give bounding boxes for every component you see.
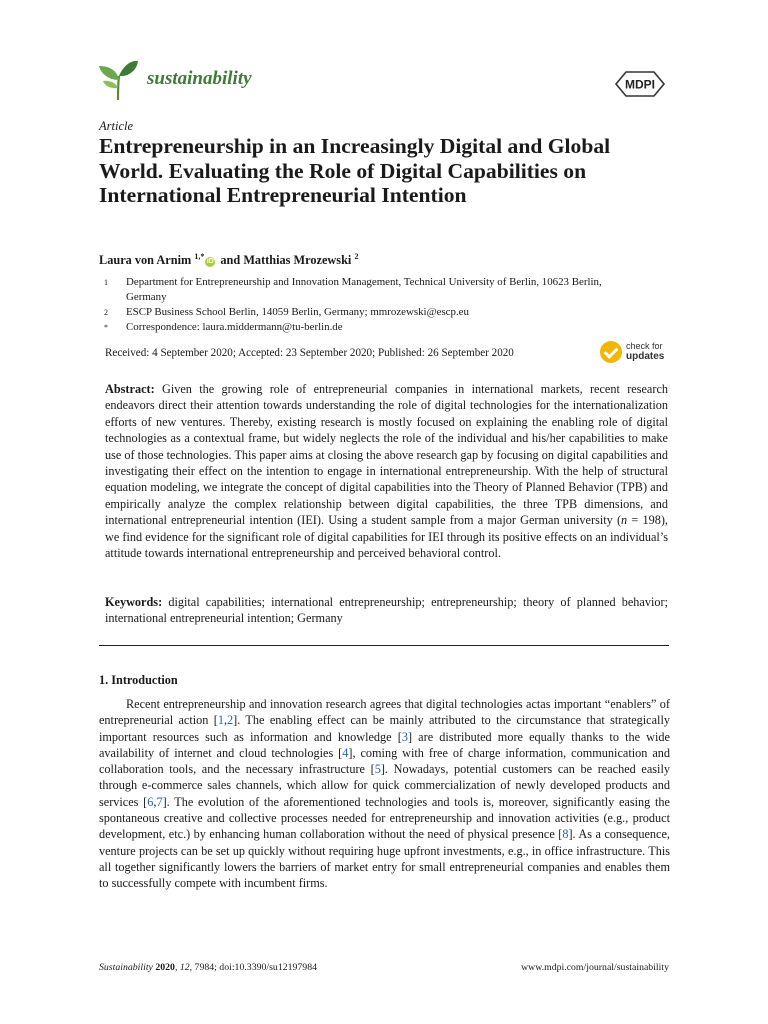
intro-text: ]. As a consequence, venture projects can be set up quickly without requiring huge upfront investments, e.g., in office infrastructure. This all together significantly lowers the barriers of market entry for small entrepreneurial companies and enables them to successfully compete with incumbent firms.: [99, 827, 670, 891]
citation-link[interactable]: 5: [374, 762, 381, 777]
author-name: Laura von Arnim: [99, 253, 192, 268]
citation-link[interactable]: 2: [227, 713, 234, 728]
affiliation-text: Department for Entrepreneurship and Innovation Management, Technical University of Berlin, 10623 Berlin, Germany: [126, 276, 602, 303]
citation-link[interactable]: 1: [217, 713, 224, 728]
affiliation: [104, 320, 624, 339]
citation-link[interactable]: 8: [562, 827, 569, 842]
abstract-label: Abstract:: [105, 382, 155, 396]
author-superscript: 2: [354, 252, 359, 261]
abstract-n: n: [621, 513, 628, 528]
intro-text: ] are distributed more equally thanks to the wide availability of internet and cloud technologies [: [99, 729, 670, 760]
publisher-logo-text: MDPI: [625, 77, 655, 92]
intro-text: ]. Nowadays, potential customers can be reached easily through e-commerce sales channels, which allow for quick commercialization of newly developed products and services [: [99, 762, 670, 809]
author-joiner: and: [220, 253, 241, 268]
keywords: [105, 594, 668, 627]
footer-journal: Sustainability: [99, 962, 153, 973]
intro-text: ], coming with free of charge information, communication and collaboration tools, and the necessary infrastructure [: [99, 745, 671, 777]
checkmark-icon: [600, 341, 622, 363]
article-type: Article: [99, 119, 134, 133]
affiliation-mark: 1: [104, 278, 108, 287]
leaf-sprout-icon: [97, 58, 139, 102]
check-for-updates-button[interactable]: [600, 340, 672, 366]
citation-link[interactable]: 3: [401, 729, 408, 744]
citation-link[interactable]: 6: [147, 794, 154, 809]
affiliation-mark: *: [104, 323, 108, 332]
keywords-label: Keywords:: [105, 595, 163, 609]
author-name: Matthias Mrozewski: [243, 253, 352, 268]
publication-dates: Received: 4 September 2020; Accepted: 23 September 2020; Published: 26 September 2020: [105, 347, 514, 359]
intro-text: ,: [153, 794, 157, 809]
introduction-paragraph: [99, 696, 670, 892]
citation-link[interactable]: 7: [156, 794, 163, 809]
check-updates-line1: check for: [626, 341, 663, 351]
footer-citation: Sustainability 2020, 12, 7984; doi:10.3390/su12197984: [99, 962, 318, 973]
intro-text: ,: [223, 713, 228, 728]
section-divider: [99, 645, 669, 646]
abstract-text-end: = 198), we find evidence for the significant role of digital capabilities for IEI through its positive effects on an individual’s attitude towards international entrepreneurship and perceived behavioral control.: [105, 513, 668, 561]
footer-year: 2020: [155, 962, 175, 973]
affiliation-text: ESCP Business School Berlin, 14059 Berlin, Germany; mmrozewski@escp.eu: [126, 306, 469, 318]
footer-doi: , 7984; doi:10.3390/su12197984: [189, 962, 318, 973]
footer-volume: 12: [179, 962, 190, 973]
intro-text: ]. The evolution of the aforementioned technologies and tools is, moreover, significantly easing the spontaneous creative and collective processes needed for entrepreneurship and innovation activities (e.g., product development, etc.) by enhancing human collaboration without the need of physical presence [: [99, 794, 670, 842]
affiliation-mark: 2: [104, 308, 108, 317]
affiliation: [104, 275, 624, 305]
abstract-text: Given the growing role of entrepreneurial companies in international markets, recent research endeavors direct their attention towards understanding the role of digital technologies for the internationalization efforts of new ventures. Thereby, existing research is mostly focused on explaining the enabling role of digital technologies as a contextual frame, but widely neglects the role of the individual and his/her capabilities to make use of those technologies. This paper aims at closing the above research gap by focusing on digital capabilities and investigating their effect on the intention to engage in international entrepreneurship. With the help of structural equation modeling, we integrate the concept of digital capabilities into the Theory of Planned Behavior (TPB) and empirically analyze the complex relationship between digital capabilities, the three TPB dimensions, and international entrepreneurial intention (IEI). Using a student sample from a major German university (: [105, 382, 669, 528]
abstract: [105, 381, 668, 561]
orcid-icon[interactable]: iD: [206, 258, 214, 266]
mdpi-logo-icon: [612, 70, 668, 98]
journal-name: sustainability: [147, 68, 252, 89]
intro-text: Recent entrepreneurship and innovation research agrees that digital technologies actas important “enablers” of entrepreneurial action [: [99, 697, 670, 728]
keywords-text: digital capabilities; international entrepreneurship; entrepreneurship; theory of planned behavior; international entrepreneurial intention; Germany: [105, 595, 668, 626]
author-superscript: 1,*: [194, 252, 205, 261]
footer-url-link[interactable]: www.mdpi.com/journal/sustainability: [521, 962, 669, 973]
check-updates-line2: updates: [626, 351, 665, 362]
intro-text: ]. The enabling effect can be mainly attributed to the circumstance that strategically important resources such as information and knowledge [: [99, 713, 670, 744]
citation-link[interactable]: 4: [342, 745, 349, 760]
section-heading: 1. Introduction: [99, 673, 178, 687]
article-title: Entrepreneurship in an Increasingly Digital and Global World. Evaluating the Role of Digital Capabilities on International Entrepreneurial Intention: [99, 134, 611, 207]
affiliation-text: Correspondence: laura.middermann@tu-berlin.de: [126, 321, 343, 333]
author-line: [99, 252, 358, 268]
